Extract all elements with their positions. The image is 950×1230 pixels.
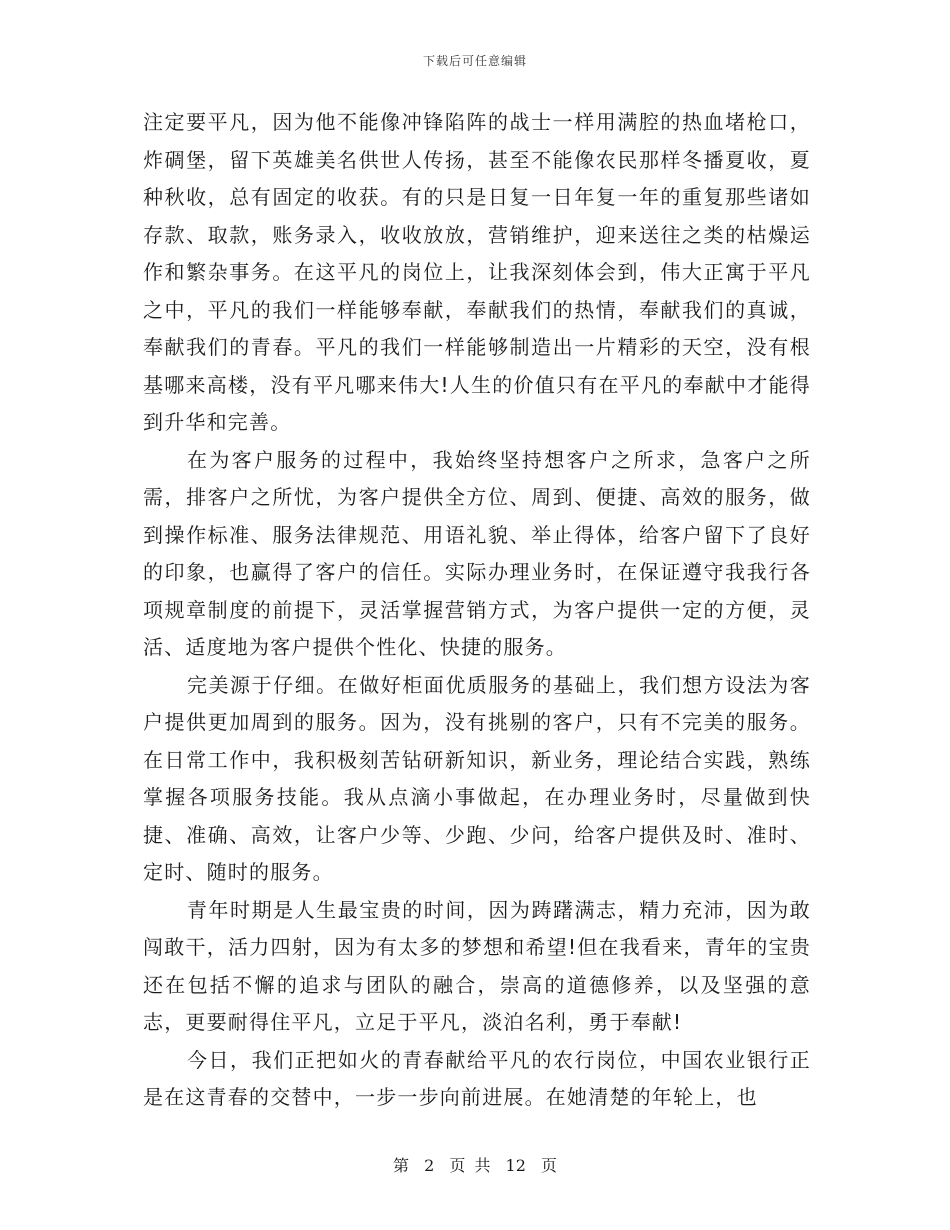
paragraph: 在为客户服务的过程中，我始终坚持想客户之所求，急客户之所需，排客户之所忧，为客户提供全方位、周到、便捷、高效的服务，做到操作标准、服务法律规范、用语礼貌、举止得体，给客户留下了良好的印象，也赢得了客户的信任。实际办理业务时，在保证遵守我我行各项规章制度的前提下，灵活掌握营销方式，为客户提供一定的方便，灵活、适度地为客户提供个性化、快捷的服务。 (143, 447, 811, 659)
footer-mid: 页 共 (449, 1156, 491, 1175)
page-number-total: 12 (505, 1156, 526, 1175)
paragraph: 今日，我们正把如火的青春献给平凡的农行岗位，中国农业银行正是在这青春的交替中，一步一步向前进展。在她清楚的年轮上，也 (143, 1047, 811, 1109)
page-number-current: 2 (424, 1156, 435, 1175)
paragraph: 注定要平凡，因为他不能像冲锋陷阵的战士一样用满腔的热血堵枪口，炸碉堡，留下英雄美名供世人传扬，甚至不能像农民那样冬播夏收，夏种秋收，总有固定的收获。有的只是日复一日年复一年的重复那些诸如存款、取款，账务录入，收收放放，营销维护，迎来送往之类的枯燥运作和繁杂事务。在这平凡的岗位上，让我深刻体会到，伟大正寓于平凡之中，平凡的我们一样能够奉献，奉献我们的热情，奉献我们的真诚，奉献我们的青春。平凡的我们一样能够制造出一片精彩的天空，没有根基哪来高楼，没有平凡哪来伟大!人生的价值只有在平凡的奉献中才能得到升华和完善。 (143, 110, 811, 434)
paragraph: 完美源于仔细。在做好柜面优质服务的基础上，我们想方设法为客户提供更加周到的服务。因为，没有挑剔的客户，只有不完美的服务。在日常工作中，我积极刻苦钻研新知识，新业务，理论结合实践，熟练掌握各项服务技能。我从点滴小事做起，在办理业务时，尽量做到快捷、准确、高效，让客户少等、少跑、少问，给客户提供及时、准时、定时、随时的服务。 (143, 672, 811, 884)
document-body (143, 104, 811, 1117)
footer-prefix: 第 (392, 1156, 409, 1175)
footer-suffix: 页 (541, 1156, 558, 1175)
paragraph: 青年时期是人生最宝贵的时间，因为踌躇满志，精力充沛，因为敢闯敢干，活力四射，因为有太多的梦想和希望!但在我看来，青年的宝贵还在包括不懈的追求与团队的融合，崇高的道德修养，以及坚强的意志，更要耐得住平凡，立足于平凡，淡泊名利，勇于奉献! (143, 897, 811, 1034)
header-note: 下载后可任意编辑 (422, 54, 527, 68)
page-footer (0, 1153, 950, 1176)
